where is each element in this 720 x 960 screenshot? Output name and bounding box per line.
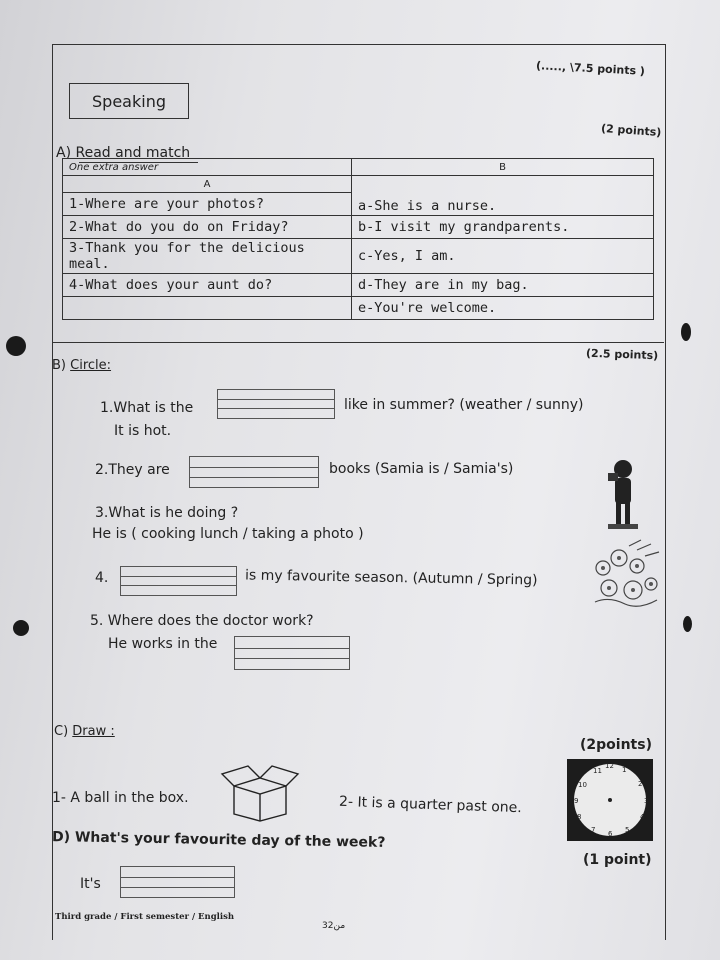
part-c-title xyxy=(54,724,115,739)
clock-number-7: 7 xyxy=(591,826,596,834)
match-a-cell: 2-What do you do on Friday? xyxy=(63,216,352,239)
part-d-title: D) What's your favourite day of the week? xyxy=(51,829,386,851)
section-divider xyxy=(52,342,664,343)
box-image xyxy=(220,758,300,822)
footer-page: 3من2 xyxy=(322,921,346,931)
q3-line2: He is ( cooking lunch / taking a photo ) xyxy=(92,526,364,542)
footer-course: Third grade / First semester / English xyxy=(55,912,235,922)
match-a-cell: 4-What does your aunt do? xyxy=(63,274,352,297)
q5-line2: He works in the xyxy=(108,636,218,652)
clock-number-4: 4 xyxy=(640,813,645,821)
part-b-title-word: Circle: xyxy=(70,358,112,373)
q4-end: is my favourite season. (Autumn / Spring) xyxy=(244,567,538,589)
q5-answer-blank[interactable] xyxy=(234,636,350,670)
part-b-points: (2.5 points) xyxy=(585,346,659,363)
binder-hole-left-top xyxy=(6,336,26,356)
q1-line2: It is hot. xyxy=(114,423,172,439)
part-c-title-word: Draw : xyxy=(72,724,115,739)
match-b-cell: c-Yes, I am. xyxy=(352,239,654,274)
clock-number-6: 6 xyxy=(608,830,613,838)
clock-number-5: 5 xyxy=(625,826,630,834)
draw-item-1: 1- A ball in the box. xyxy=(52,790,189,806)
q2-start: 2.They are xyxy=(95,462,170,478)
q2-end: books (Samia is / Samia's) xyxy=(329,461,514,477)
clock-number-12: 12 xyxy=(605,762,614,770)
q3-line1: 3.What is he doing ? xyxy=(95,505,239,521)
clock-number-10: 10 xyxy=(578,781,587,789)
clock-number-9: 9 xyxy=(574,797,579,805)
match-b-cell: a-She is a nurse. xyxy=(352,176,654,216)
clock-number-8: 8 xyxy=(577,813,582,821)
part-d-answer-start: It's xyxy=(80,876,101,892)
binder-hole-left-bottom xyxy=(13,620,29,636)
part-c-prefix: C) xyxy=(54,724,69,739)
col-a-header: A xyxy=(63,176,352,193)
q1-end: like in summer? (weather / sunny) xyxy=(344,397,584,413)
q2-answer-blank[interactable] xyxy=(189,456,319,488)
flowers-image xyxy=(589,538,663,612)
match-a-cell: 1-Where are your photos? xyxy=(63,193,352,216)
part-a-title-text: A) Read and match xyxy=(56,145,191,161)
section-title: Speaking xyxy=(92,91,166,111)
part-d-answer-blank[interactable] xyxy=(120,866,235,898)
match-table xyxy=(62,158,654,320)
part-b-title xyxy=(52,358,111,373)
match-a-cell: 3-Thank you for the delicious meal. xyxy=(63,239,352,274)
draw-item-2: 2- It is a quarter past one. xyxy=(338,793,522,817)
q1-start: 1.What is the xyxy=(100,400,194,416)
part-c-points: (2points) xyxy=(580,737,652,753)
match-b-cell: d-They are in my bag. xyxy=(352,274,654,297)
q5-line1: 5. Where does the doctor work? xyxy=(90,613,314,629)
binder-hole-right-bottom xyxy=(683,616,692,632)
q4-number: 4. xyxy=(95,570,109,586)
part-a-points: (2 points) xyxy=(600,121,662,140)
q1-answer-blank[interactable] xyxy=(217,389,335,419)
section-title-box xyxy=(69,83,189,119)
part-b-prefix: B) xyxy=(52,358,66,373)
photographer-image xyxy=(604,458,644,532)
q4-answer-blank[interactable] xyxy=(120,566,237,596)
clock-number-11: 11 xyxy=(593,767,602,775)
total-points: (....., \7.5 points ) xyxy=(535,59,646,78)
match-instruction: One extra answer xyxy=(63,159,352,176)
col-b-header: B xyxy=(352,159,654,176)
match-b-cell: b-I visit my grandparents. xyxy=(352,216,654,239)
match-b-cell: e-You're welcome. xyxy=(352,297,654,320)
clock-number-1: 1 xyxy=(622,766,627,774)
clock-number-2: 2 xyxy=(638,780,643,788)
match-a-cell xyxy=(63,297,352,320)
clock-number-3: 3 xyxy=(644,797,649,805)
part-d-points: (1 point) xyxy=(583,852,652,868)
binder-hole-right-top xyxy=(681,323,691,341)
